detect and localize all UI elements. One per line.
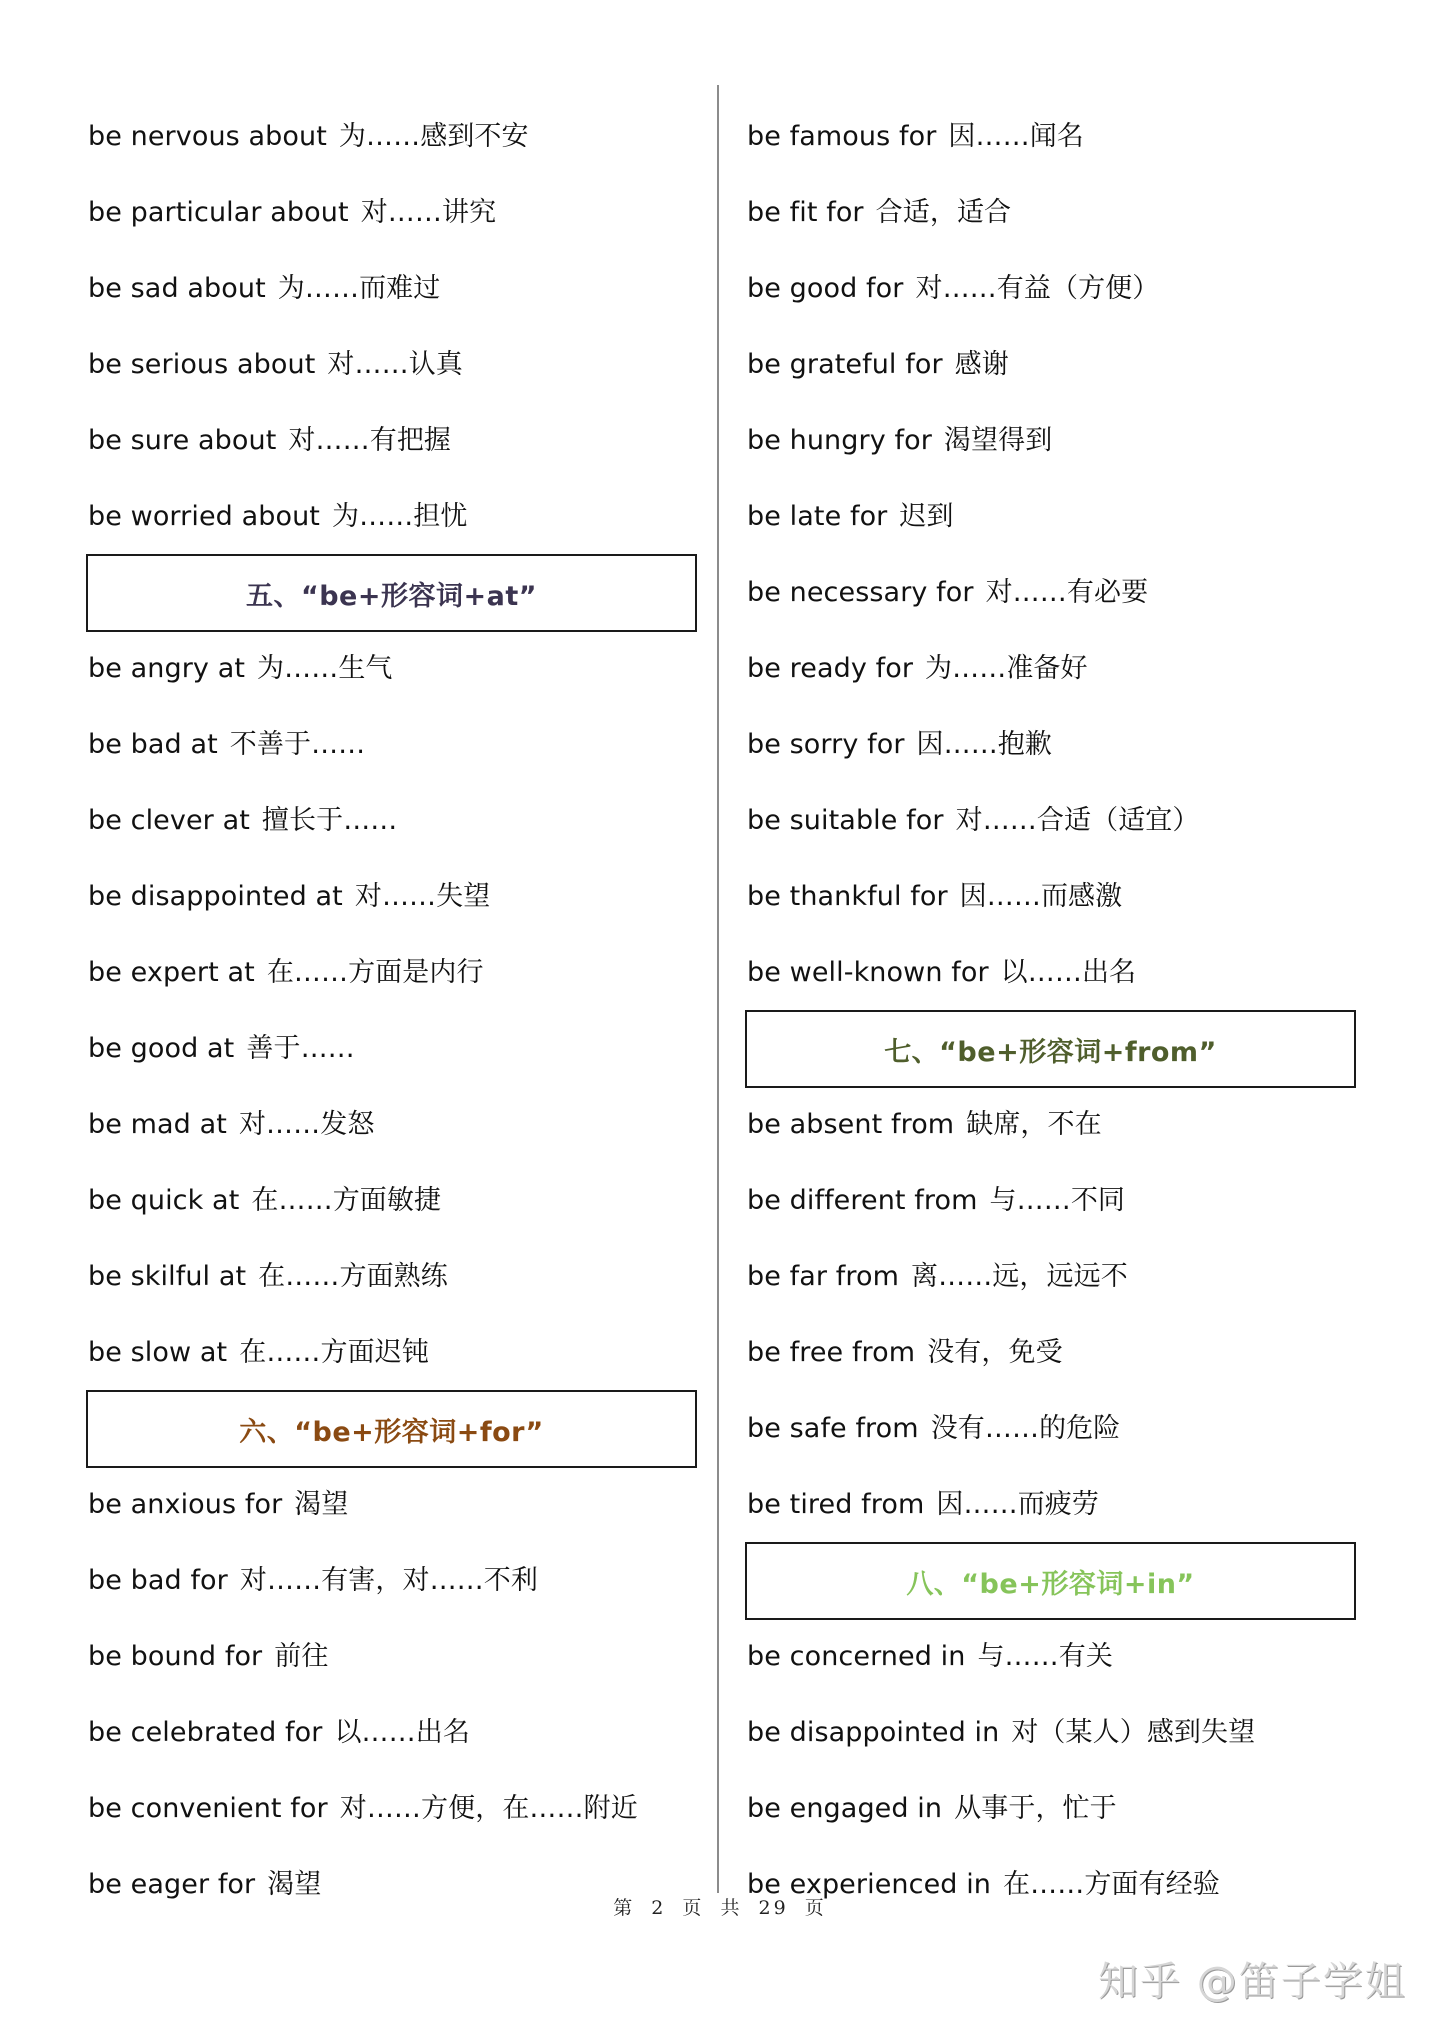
column-divider: [717, 85, 719, 1893]
chinese-meaning: 在……方面迟钝: [239, 1337, 429, 1368]
english-phrase: be famous for: [747, 121, 937, 152]
section-heading: [745, 1010, 1356, 1088]
phrase-entry: [745, 99, 1355, 175]
english-phrase: be necessary for: [747, 577, 974, 608]
chinese-meaning: 对……有把握: [288, 425, 452, 456]
english-phrase: be sure about: [88, 425, 277, 456]
phrase-entry: [745, 1315, 1355, 1391]
english-phrase: be convenient for: [88, 1793, 328, 1824]
chinese-meaning: 缺席，不在: [966, 1109, 1102, 1140]
left-column: [86, 99, 696, 1923]
english-phrase: be good for: [747, 273, 904, 304]
chinese-meaning: 与……有关: [977, 1641, 1113, 1672]
phrase-entry: [86, 1771, 696, 1847]
phrase-entry: [745, 251, 1355, 327]
phrase-entry: [86, 859, 696, 935]
phrase-entry: [745, 479, 1355, 555]
phrase-entry: [745, 1771, 1355, 1847]
english-phrase: be slow at: [88, 1337, 228, 1368]
english-phrase: be sorry for: [747, 729, 905, 760]
chinese-meaning: 因……抱歉: [916, 729, 1053, 760]
chinese-meaning: 不善于……: [229, 729, 366, 760]
phrase-entry: [86, 403, 696, 479]
phrase-entry: [745, 1391, 1355, 1467]
english-phrase: be bad at: [88, 729, 218, 760]
chinese-meaning: 感谢: [954, 349, 1009, 380]
phrase-entry: [86, 1467, 696, 1543]
chinese-meaning: 对……合适（适宜）: [955, 805, 1200, 836]
section-heading-text: 五、“be+形容词+at”: [245, 580, 537, 612]
chinese-meaning: 在……方面有经验: [1003, 1869, 1220, 1900]
phrase-entry: [745, 631, 1355, 707]
page-indicator: 第 2 页 共 29 页: [613, 1897, 827, 1919]
phrase-entry: [86, 327, 696, 403]
phrase-entry: [86, 1239, 696, 1315]
english-phrase: be quick at: [88, 1185, 240, 1216]
english-phrase: be nervous about: [88, 121, 327, 152]
chinese-meaning: 对……讲究: [360, 197, 497, 228]
english-phrase: be bound for: [88, 1641, 263, 1672]
chinese-meaning: 对……认真: [327, 349, 463, 380]
english-phrase: be experienced in: [747, 1869, 992, 1900]
english-phrase: be serious about: [88, 349, 316, 380]
phrase-entry: [86, 1163, 696, 1239]
english-phrase: be clever at: [88, 805, 250, 836]
chinese-meaning: 在……方面熟练: [258, 1261, 448, 1292]
section-heading: [86, 1390, 697, 1468]
phrase-entry: [745, 1467, 1355, 1543]
english-phrase: be tired from: [747, 1489, 925, 1520]
english-phrase: be thankful for: [747, 881, 948, 912]
phrase-entry: [86, 631, 696, 707]
chinese-meaning: 前往: [274, 1641, 329, 1672]
chinese-meaning: 对……有害，对……不利: [239, 1565, 538, 1596]
section-heading-text: 八、“be+形容词+in”: [906, 1568, 1195, 1600]
phrase-entry: [745, 555, 1355, 631]
phrase-entry: [86, 1543, 696, 1619]
chinese-meaning: 渴望: [267, 1869, 322, 1900]
phrase-entry: [86, 707, 696, 783]
phrase-entry: [86, 1011, 696, 1087]
english-phrase: be particular about: [88, 197, 349, 228]
english-phrase: be mad at: [88, 1109, 227, 1140]
chinese-meaning: 为……感到不安: [338, 121, 529, 152]
english-phrase: be fit for: [747, 197, 864, 228]
phrase-entry: [745, 783, 1355, 859]
phrase-entry: [86, 479, 696, 555]
chinese-meaning: 为……而难过: [277, 273, 441, 304]
phrase-entry: [745, 175, 1355, 251]
phrase-entry: [745, 403, 1355, 479]
phrase-entry: [745, 1087, 1355, 1163]
english-phrase: be skilful at: [88, 1261, 247, 1292]
phrase-entry: [745, 859, 1355, 935]
phrase-entry: [745, 1695, 1355, 1771]
chinese-meaning: 对……有益（方便）: [915, 273, 1160, 304]
chinese-meaning: 为……担忧: [332, 501, 468, 532]
chinese-meaning: 迟到: [899, 501, 954, 532]
chinese-meaning: 没有，免受: [927, 1337, 1063, 1368]
chinese-meaning: 对……有必要: [985, 577, 1149, 608]
phrase-entry: [86, 1619, 696, 1695]
chinese-meaning: 善于……: [246, 1033, 355, 1064]
chinese-meaning: 从事于，忙于: [954, 1793, 1117, 1824]
chinese-meaning: 因……而感激: [959, 881, 1123, 912]
chinese-meaning: 因……而疲劳: [936, 1489, 1100, 1520]
chinese-meaning: 对……失望: [354, 881, 491, 912]
chinese-meaning: 擅长于……: [261, 805, 398, 836]
english-phrase: be far from: [747, 1261, 899, 1292]
chinese-meaning: 没有……的危险: [930, 1413, 1121, 1444]
english-phrase: be angry at: [88, 653, 246, 684]
chinese-meaning: 渴望得到: [943, 425, 1053, 456]
english-phrase: be ready for: [747, 653, 914, 684]
phrase-entry: [86, 175, 696, 251]
english-phrase: be engaged in: [747, 1793, 943, 1824]
phrase-entry: [86, 1315, 696, 1391]
chinese-meaning: 对……方便，在……附近: [339, 1793, 638, 1824]
english-phrase: be expert at: [88, 957, 255, 988]
section-heading: [745, 1542, 1356, 1620]
right-column: [745, 99, 1355, 1923]
section-heading: [86, 554, 697, 632]
chinese-meaning: 在……方面是内行: [266, 957, 484, 988]
english-phrase: be hungry for: [747, 425, 932, 456]
chinese-meaning: 为……准备好: [925, 653, 1088, 684]
english-phrase: be grateful for: [747, 349, 943, 380]
phrase-entry: [745, 327, 1355, 403]
chinese-meaning: 合适，适合: [875, 197, 1012, 228]
english-phrase: be well-known for: [747, 957, 989, 988]
english-phrase: be suitable for: [747, 805, 944, 836]
english-phrase: be different from: [747, 1185, 978, 1216]
phrase-entry: [745, 707, 1355, 783]
chinese-meaning: 对……发怒: [238, 1109, 375, 1140]
english-phrase: be late for: [747, 501, 888, 532]
english-phrase: be eager for: [88, 1869, 256, 1900]
phrase-entry: [745, 1239, 1355, 1315]
chinese-meaning: 因……闻名: [948, 121, 1084, 152]
phrase-entry: [745, 935, 1355, 1011]
english-phrase: be free from: [747, 1337, 916, 1368]
phrase-entry: [86, 783, 696, 859]
english-phrase: be bad for: [88, 1565, 228, 1596]
chinese-meaning: 离……远，远远不: [911, 1261, 1128, 1292]
phrase-entry: [745, 1163, 1355, 1239]
english-phrase: be good at: [88, 1033, 235, 1064]
english-phrase: be concerned in: [747, 1641, 966, 1672]
phrase-entry: [86, 251, 696, 327]
english-phrase: be safe from: [747, 1413, 919, 1444]
phrase-entry: [86, 99, 696, 175]
english-phrase: be disappointed at: [88, 881, 343, 912]
phrase-entry: [86, 1087, 696, 1163]
chinese-meaning: 以……出名: [334, 1717, 470, 1748]
section-heading-text: 七、“be+形容词+from”: [884, 1036, 1217, 1068]
english-phrase: be disappointed in: [747, 1717, 1000, 1748]
phrase-entry: [745, 1619, 1355, 1695]
english-phrase: be anxious for: [88, 1489, 283, 1520]
watermark: 知乎 @笛子学姐: [1098, 1959, 1407, 2005]
english-phrase: be absent from: [747, 1109, 955, 1140]
english-phrase: be sad about: [88, 273, 266, 304]
phrase-entry: [86, 1695, 696, 1771]
english-phrase: be worried about: [88, 501, 320, 532]
english-phrase: be celebrated for: [88, 1717, 323, 1748]
chinese-meaning: 渴望: [294, 1489, 349, 1520]
chinese-meaning: 与……不同: [989, 1185, 1126, 1216]
chinese-meaning: 在……方面敏捷: [251, 1185, 442, 1216]
chinese-meaning: 对（某人）感到失望: [1011, 1717, 1256, 1748]
chinese-meaning: 以……出名: [1000, 957, 1137, 988]
phrase-entry: [86, 935, 696, 1011]
chinese-meaning: 为……生气: [257, 653, 393, 684]
section-heading-text: 六、“be+形容词+for”: [239, 1416, 544, 1448]
